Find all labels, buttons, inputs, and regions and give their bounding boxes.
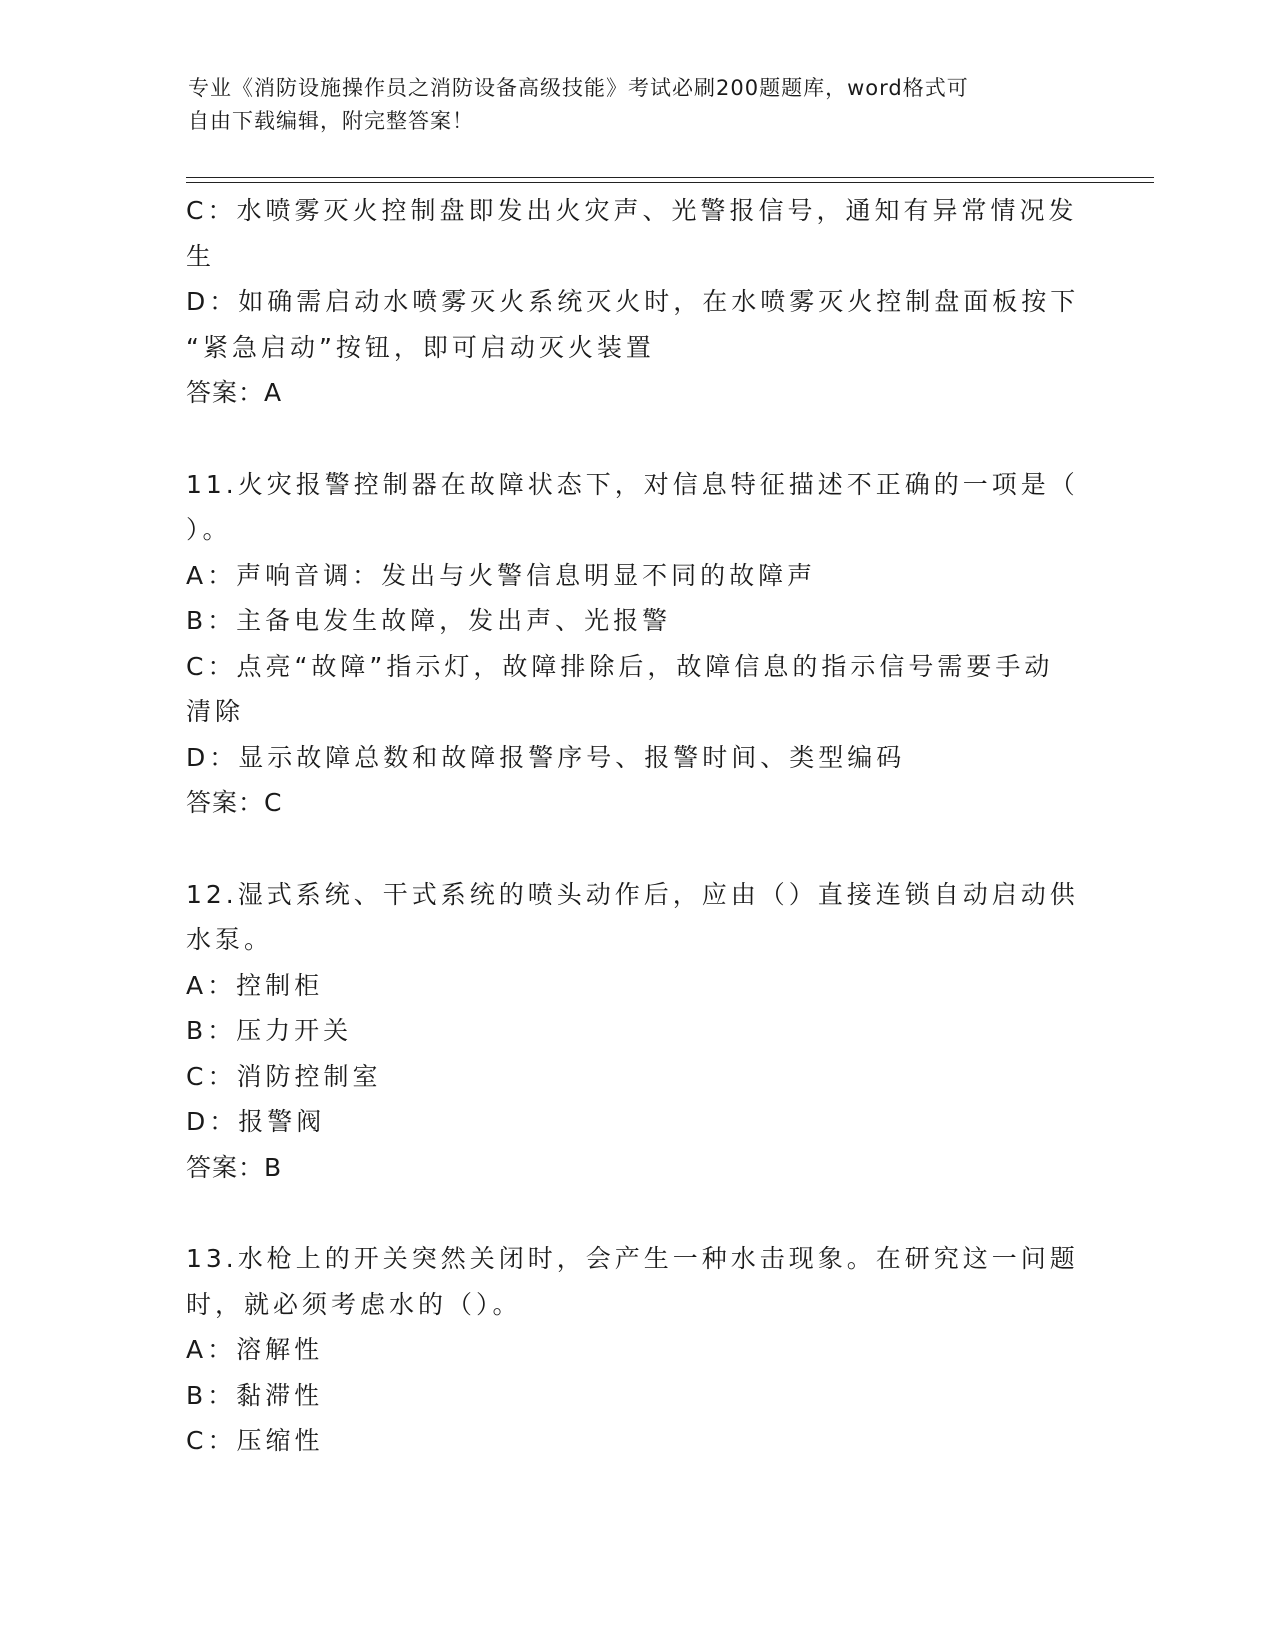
question-stem: 12.湿式系统、干式系统的喷头动作后，应由（）直接连锁自动启动供 <box>186 879 1079 909</box>
question-stem-continued: 水泵。 <box>186 925 274 954</box>
option-d: D：报警阀 <box>186 1107 326 1136</box>
question-stem-continued: 时，就必须考虑水的（）。 <box>186 1289 522 1319</box>
previous-question-section <box>186 188 1086 416</box>
option-c-continued: 清除 <box>186 697 245 726</box>
answer-label: 答案：A <box>186 378 283 407</box>
question-11 <box>186 462 1086 826</box>
option-a: A：声响音调：发出与火警信息明显不同的故障声 <box>186 560 817 590</box>
question-stem: 11.火灾报警控制器在故障状态下，对信息特征描述不正确的一项是（ <box>186 469 1079 499</box>
spacer <box>186 1190 1086 1236</box>
option-c: C：消防控制室 <box>186 1061 382 1091</box>
header-divider-top <box>186 177 1154 178</box>
option-a: A：控制柜 <box>186 970 324 1000</box>
option-c: C：压缩性 <box>186 1426 324 1455</box>
spacer <box>186 416 1086 462</box>
option-a: A：溶解性 <box>186 1335 324 1364</box>
option-d: D：显示故障总数和故障报警序号、报警时间、类型编码 <box>186 742 906 772</box>
question-stem-continued: ）。 <box>186 515 232 544</box>
answer-label: 答案：B <box>186 1152 283 1182</box>
question-12 <box>186 872 1086 1191</box>
option-c-continued: 生 <box>186 241 216 271</box>
option-b: B：压力开关 <box>186 1016 353 1045</box>
option-c: C：点亮“故障”指示灯，故障排除后，故障信息的指示信号需要手动 <box>186 651 1054 681</box>
header-title-line-1: 专业《消防设施操作员之消防设备高级技能》考试必刷200题题库，word格式可 <box>188 76 969 100</box>
option-b: B：主备电发生故障，发出声、光报警 <box>186 606 672 635</box>
spacer <box>186 826 1086 872</box>
option-b: B：黏滞性 <box>186 1380 324 1410</box>
question-stem: 13.水枪上的开关突然关闭时，会产生一种水击现象。在研究这一问题 <box>186 1244 1079 1273</box>
header-title-line-2: 自由下载编辑，附完整答案！ <box>188 109 474 133</box>
document-header <box>188 72 1068 138</box>
option-d: D：如确需启动水喷雾灭火系统灭火时，在水喷雾灭火控制盘面板按下 <box>186 287 1080 316</box>
header-divider-bottom <box>186 182 1154 183</box>
document-body <box>186 188 1086 1464</box>
option-d-continued: “紧急启动”按钮，即可启动灭火装置 <box>186 332 655 362</box>
answer-label: 答案：C <box>186 788 283 817</box>
option-c: C：水喷雾灭火控制盘即发出火灾声、光警报信号，通知有异常情况发 <box>186 196 1078 225</box>
question-13 <box>186 1236 1086 1464</box>
